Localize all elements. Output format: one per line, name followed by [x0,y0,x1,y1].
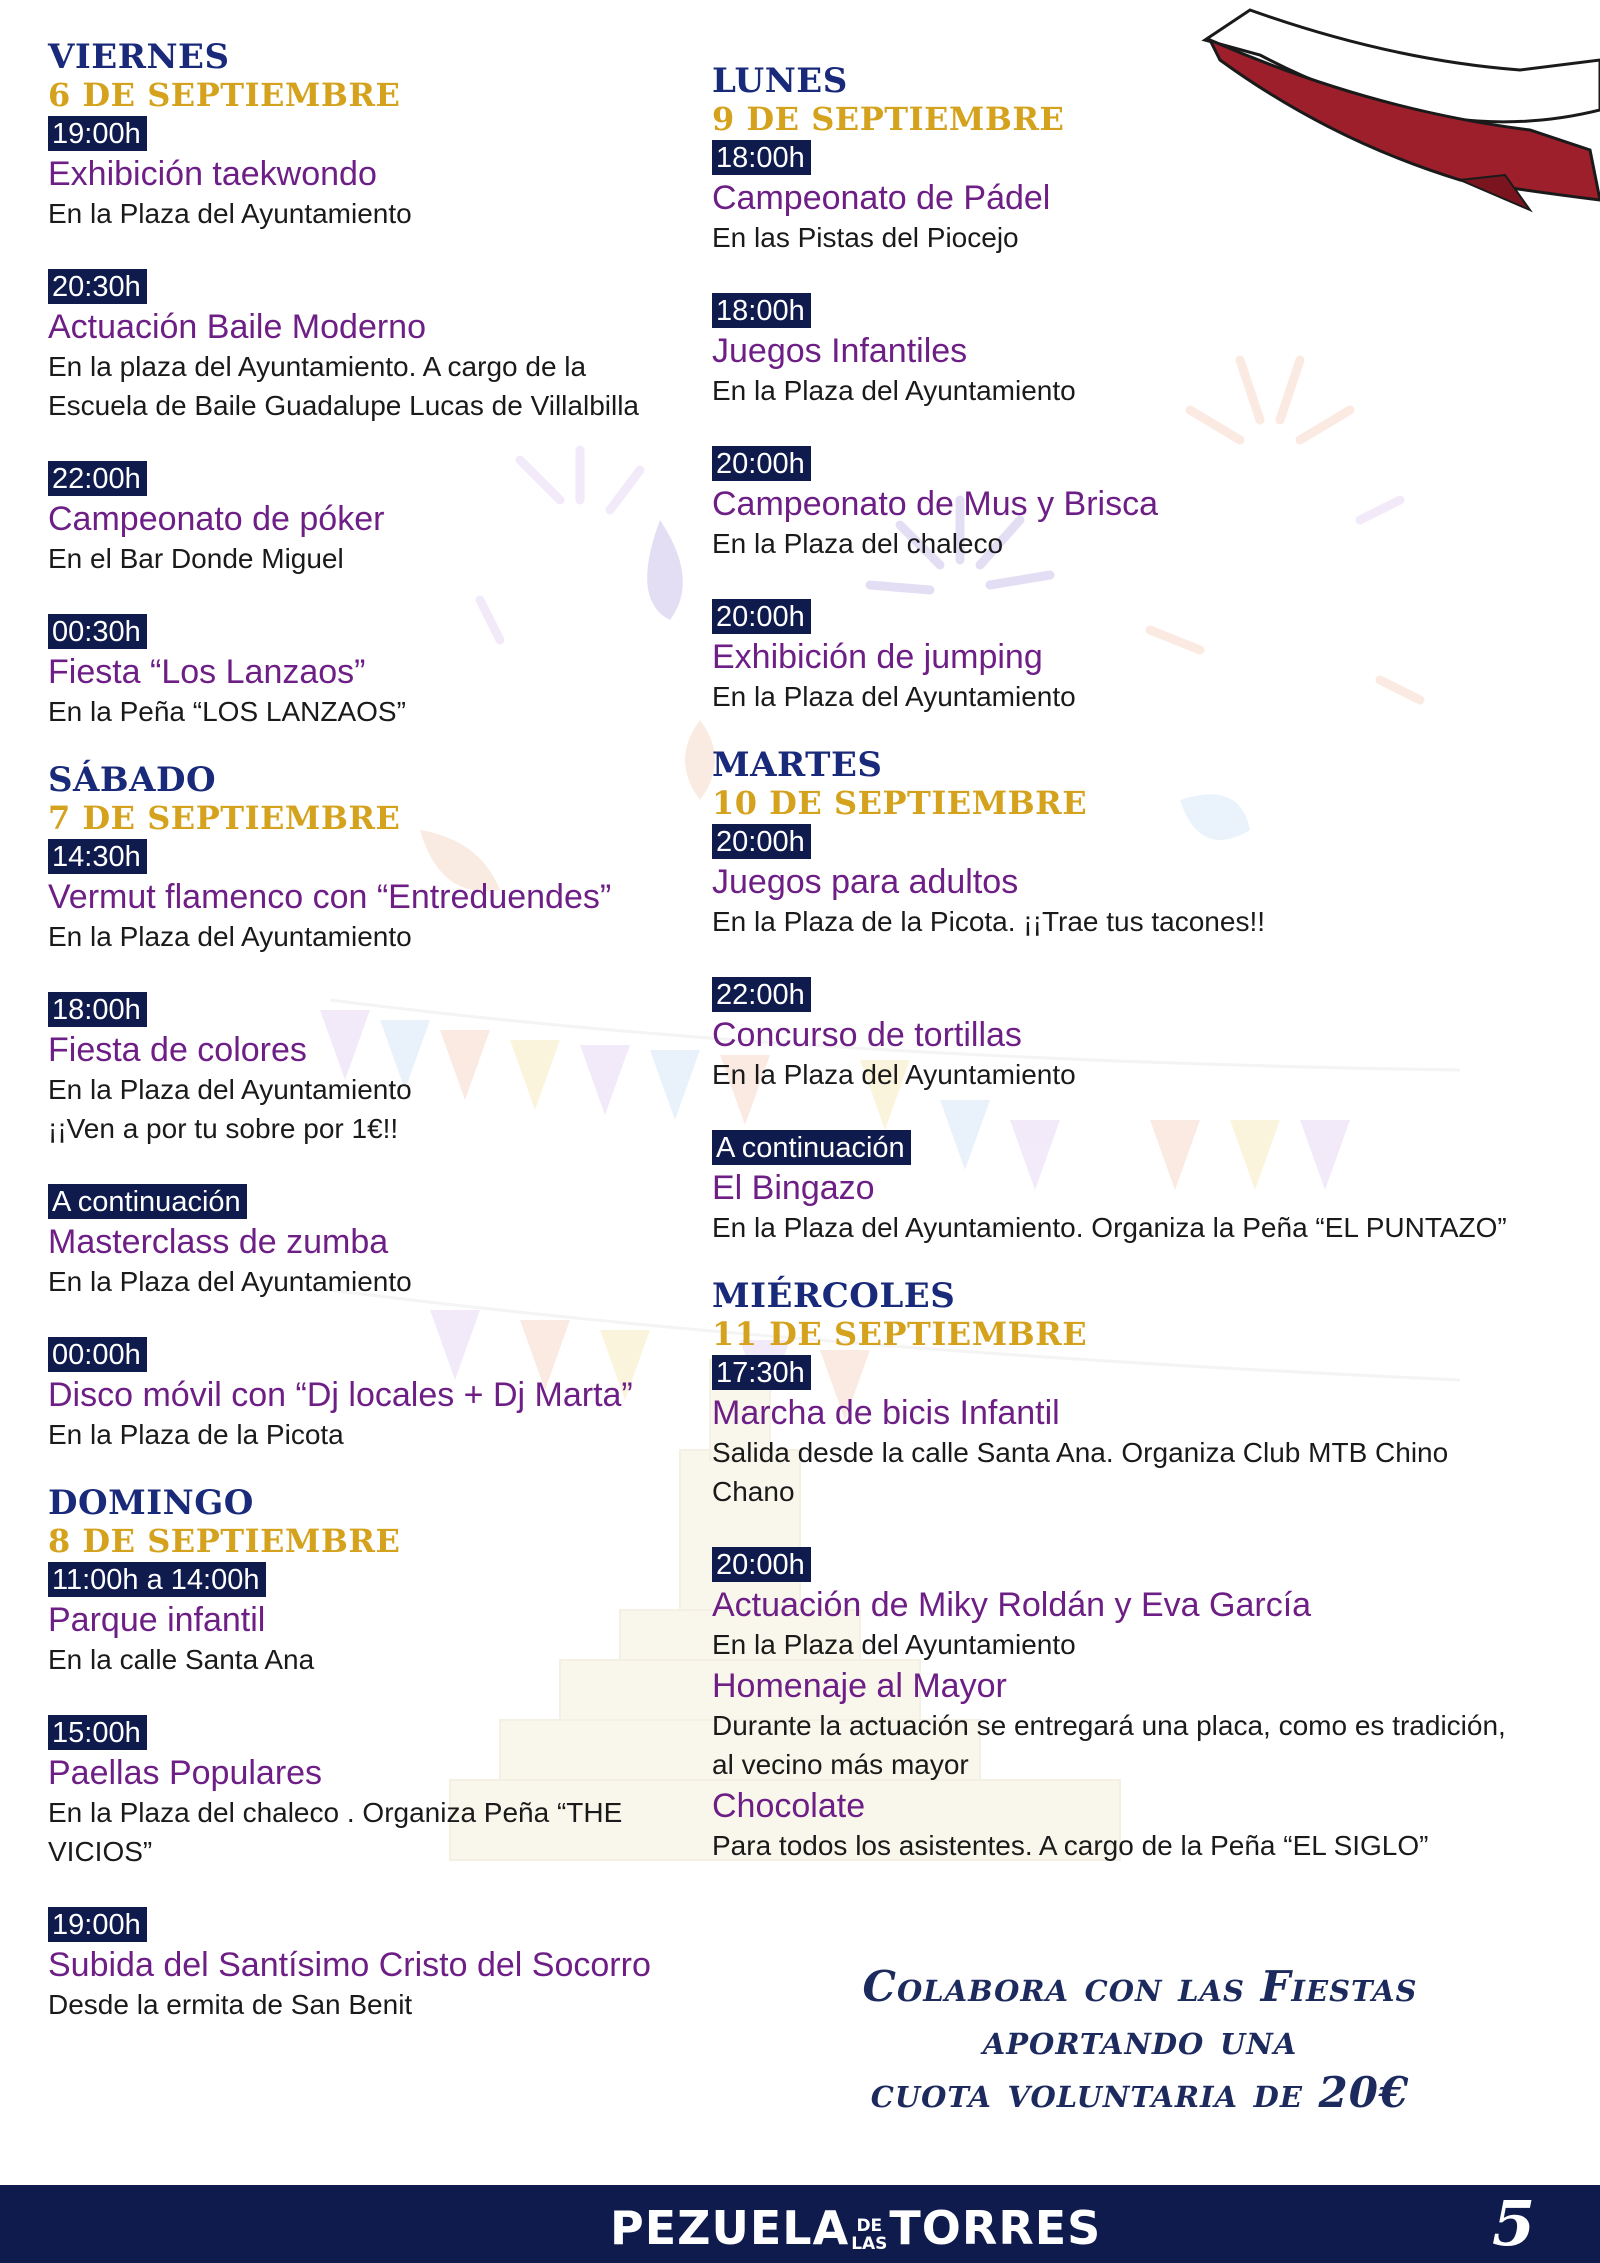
time-badge: 18:00h [712,293,811,328]
day-section [48,38,688,731]
logo-text: TORRES [889,2201,1102,2255]
day-date: 9 DE SEPTIEMBRE [712,100,1065,138]
event-title: Vermut flamenco con “Entreduendes” [48,878,612,916]
time-badge: 15:00h [48,1715,147,1750]
page-number: 5 [1492,2187,1536,2260]
event-title: Juegos para adultos [712,863,1019,901]
logo-connector [851,2217,887,2253]
event-title: Fiesta de colores [48,1031,307,1069]
promo-line: cuota voluntaria de 20€ [870,2068,1410,2117]
time-wrap [48,269,688,304]
event-title: Campeonato de Pádel [712,179,1051,217]
time-badge: 20:00h [712,824,811,859]
day-heading: MIÉRCOLES [712,1276,956,1316]
time-badge: 22:00h [48,461,147,496]
event-location: En la Plaza del Ayuntamiento. Organiza la Peña “EL PUNTAZO” [712,1212,1507,1243]
event-location: En las Pistas del Piocejo [712,222,1019,253]
time-badge: 19:00h [48,1907,147,1942]
time-wrap [712,293,1532,328]
event-location: En la Plaza del Ayuntamiento [48,921,412,952]
time-badge: 20:00h [712,599,811,634]
event-location: En la calle Santa Ana [48,1644,315,1675]
program-right-column [712,62,1532,1895]
schedule-event [712,599,1532,716]
event-location: En la Plaza del chaleco [712,528,1004,559]
day-date: 8 DE SEPTIEMBRE [48,1522,401,1560]
schedule-event [48,1184,688,1301]
logo-text: DE [856,2216,883,2236]
event-title: Campeonato de póker [48,500,385,538]
time-wrap [48,1184,688,1219]
event-title: Subida del Santísimo Cristo del Socorro [48,1946,651,1984]
day-heading: VIERNES [48,37,230,77]
event-location: En la Plaza del Ayuntamiento [48,1266,412,1297]
time-badge: 19:00h [48,116,147,151]
time-wrap [48,1337,688,1372]
schedule-event [48,839,688,956]
event-title: Juegos Infantiles [712,332,968,370]
time-badge: 11:00h a 14:00h [48,1562,266,1597]
day-heading: MARTES [712,745,883,785]
time-badge: 17:30h [712,1355,811,1390]
promo-line: Colabora con las Fiestas [862,1962,1418,2011]
time-badge: 20:00h [712,1547,811,1582]
event-location: En el Bar Donde Miguel [48,543,344,574]
event-title: Homenaje al Mayor [712,1667,1007,1705]
day-date: 6 DE SEPTIEMBRE [48,76,401,114]
time-wrap [712,977,1532,1012]
promo-line: aportando una [982,2015,1298,2064]
time-wrap [48,116,688,151]
event-title: Paellas Populares [48,1754,323,1792]
event-title: Exhibición de jumping [712,638,1043,676]
schedule-event [48,461,688,578]
schedule-event [712,977,1532,1094]
event-title: Masterclass de zumba [48,1223,389,1261]
event-location: En la Plaza del chaleco . Organiza Peña “THE VICIOS” [48,1797,623,1867]
event-title: Chocolate [712,1787,866,1825]
event-location: En la Plaza del Ayuntamiento [48,198,412,229]
time-badge: 20:30h [48,269,147,304]
event-title: Actuación Baile Moderno [48,308,427,346]
schedule-event [712,293,1532,410]
time-badge: A continuación [712,1130,911,1165]
event-location: Desde la ermita de San Benit [48,1989,413,2020]
schedule-event [48,116,688,233]
program-left-column [48,38,688,2054]
time-wrap [48,614,688,649]
schedule-event [48,1562,688,1679]
event-location: En la Plaza de la Picota [48,1419,344,1450]
schedule-event [48,1337,688,1454]
schedule-event [48,269,688,425]
day-section [48,761,688,1454]
event-location: En la Plaza del Ayuntamiento [712,1629,1076,1660]
schedule-event [712,1130,1532,1247]
schedule-event [712,824,1532,941]
event-location: En la Plaza del Ayuntamiento [48,1074,412,1105]
time-wrap [712,446,1532,481]
time-badge: 22:00h [712,977,811,1012]
event-title: Exhibición taekwondo [48,155,377,193]
logo-text: PEZUELA [610,2201,850,2255]
time-badge: 00:30h [48,614,147,649]
time-wrap [48,1907,688,1942]
event-location: En la Plaza del Ayuntamiento [712,681,1076,712]
day-date: 10 DE SEPTIEMBRE [712,784,1088,822]
event-title: Fiesta “Los Lanzaos” [48,653,366,691]
time-wrap [712,1355,1532,1390]
day-heading: LUNES [712,61,848,101]
schedule-event [48,1715,688,1871]
time-badge: 14:30h [48,839,147,874]
time-wrap [712,824,1532,859]
time-wrap [712,1547,1532,1582]
event-location: En la Peña “LOS LANZAOS” [48,696,406,727]
schedule-event [48,614,688,731]
time-badge: A continuación [48,1184,247,1219]
event-title: Disco móvil con “Dj locales + Dj Marta” [48,1376,633,1414]
event-location: Para todos los asistentes. A cargo de la Peña “EL SIGLO” [712,1830,1429,1861]
schedule-event [48,1907,688,2024]
day-date: 7 DE SEPTIEMBRE [48,799,401,837]
event-location: Salida desde la calle Santa Ana. Organiza Club MTB Chino Chano [712,1437,1449,1507]
time-badge: 18:00h [712,140,811,175]
day-section [712,1277,1532,1865]
schedule-event [712,1547,1532,1865]
event-title: Campeonato de Mus y Brisca [712,485,1158,523]
time-wrap [48,461,688,496]
contribution-notice [790,1960,1490,2119]
time-badge: 18:00h [48,992,147,1027]
schedule-event [48,992,688,1148]
time-wrap [48,1715,688,1750]
event-location: En la plaza del Ayuntamiento. A cargo de la Escuela de Baile Guadalupe Lucas de Villalbilla [48,351,639,421]
day-section [712,746,1532,1247]
event-location: En la Plaza del Ayuntamiento [712,375,1076,406]
ribbon-icon [1190,0,1600,225]
day-heading: DOMINGO [48,1483,254,1523]
schedule-event [712,446,1532,563]
footer-bar [0,2185,1600,2263]
time-wrap [712,1130,1532,1165]
event-title: El Bingazo [712,1169,875,1207]
event-title: Actuación de Miky Roldán y Eva García [712,1586,1312,1624]
day-date: 11 DE SEPTIEMBRE [712,1315,1088,1353]
logo-text: LAS [851,2234,888,2254]
day-section [48,1484,688,2024]
day-heading: SÁBADO [48,760,217,800]
time-wrap [48,839,688,874]
event-note: ¡¡Ven a por tu sobre por 1€!! [48,1113,399,1144]
time-wrap [712,599,1532,634]
event-title: Parque infantil [48,1601,266,1639]
event-location: En la Plaza de la Picota. ¡¡Trae tus tacones!! [712,906,1266,937]
time-badge: 00:00h [48,1337,147,1372]
time-wrap [48,992,688,1027]
time-badge: 20:00h [712,446,811,481]
event-location: En la Plaza del Ayuntamiento [712,1059,1076,1090]
time-wrap [48,1562,688,1597]
event-title: Marcha de bicis Infantil [712,1394,1060,1432]
event-title: Concurso de tortillas [712,1016,1022,1054]
town-logo [610,2199,1101,2253]
event-location: Durante la actuación se entregará una placa, como es tradición, al vecino más mayor [712,1710,1506,1780]
schedule-event [712,1355,1532,1511]
